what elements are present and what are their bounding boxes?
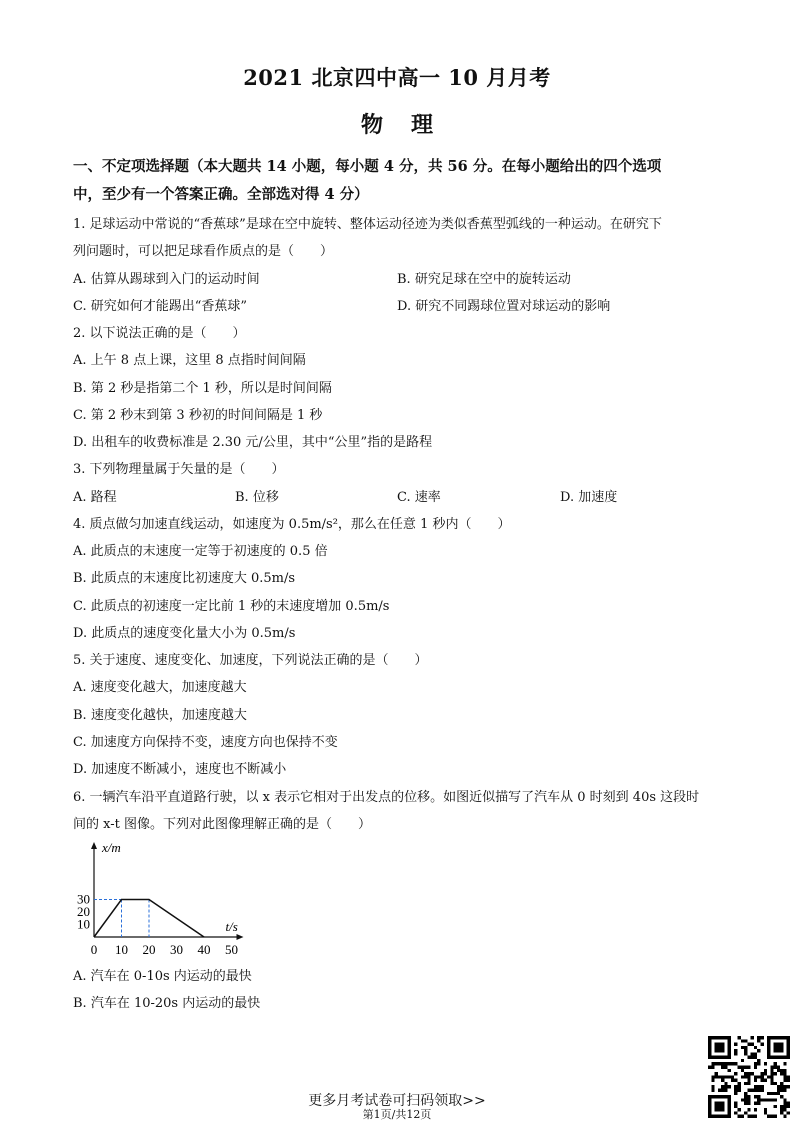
option-b: B. 此质点的末速度比初速度大 0.5m/s xyxy=(73,571,296,586)
x-tick-label: 20 xyxy=(142,942,156,957)
question-stem: 6. 一辆汽车沿平直道路行驶，以 x 表示它相对于出发点的位移。如图近似描写了汽车从 0 时刻到 40s 这段时 xyxy=(73,790,700,805)
x-tick-label: 30 xyxy=(170,942,183,957)
footer-promo: 更多月考试卷可扫码领取>> xyxy=(308,1093,486,1109)
page-title: 2021 北京四中高一 10 月月考 xyxy=(243,65,551,90)
option-b: B. 研究足球在空中的旋转运动 xyxy=(397,272,571,287)
option-d: D. 加速度 xyxy=(560,490,618,505)
option-a: A. 速度变化越大，加速度越大 xyxy=(73,680,247,695)
option-c: C. 研究如何才能踢出“香蕉球” xyxy=(73,299,248,314)
option-a: A. 上午 8 点上课，这里 8 点指时间间隔 xyxy=(73,353,306,368)
x-axis-label: t/s xyxy=(225,919,238,934)
option-a: A. 汽车在 0-10s 内运动的最快 xyxy=(73,969,252,984)
option-d: D. 研究不同踢球位置对球运动的影响 xyxy=(397,299,611,314)
x-tick-label: 50 xyxy=(225,942,238,957)
y-tick-label: 20 xyxy=(77,904,90,919)
option-c: C. 此质点的初速度一定比前 1 秒的末速度增加 0.5m/s xyxy=(73,599,390,614)
section-heading-line: 一、不定项选择题（本大题共 14 小题，每小题 4 分，共 56 分。在每小题给出的四个选项 xyxy=(73,158,662,175)
question-stem: 2. 以下说法正确的是（ ） xyxy=(73,326,246,341)
option-c: C. 第 2 秒末到第 3 秒初的时间间隔是 1 秒 xyxy=(73,408,323,423)
option-d: D. 此质点的速度变化量大小为 0.5m/s xyxy=(73,626,296,641)
option-d: D. 加速度不断减小，速度也不断减小 xyxy=(73,762,287,777)
option-c: C. 速率 xyxy=(397,490,441,505)
question-stem: 1. 足球运动中常说的“香蕉球”是球在空中旋转、整体运动径迹为类似香蕉型弧线的一种运动。在研究下 xyxy=(73,217,662,232)
option-b: B. 位移 xyxy=(235,490,279,505)
section-heading-line: 中，至少有一个答案正确。全部选对得 4 分） xyxy=(73,186,369,203)
question-stem: 列问题时，可以把足球看作质点的是（ ） xyxy=(73,244,334,259)
x-tick-label: 10 xyxy=(115,942,128,957)
x-t-graph xyxy=(70,838,260,963)
option-d: D. 出租车的收费标准是 2.30 元/公里，其中“公里”指的是路程 xyxy=(73,435,433,450)
page-number: 第1页/共12页 xyxy=(362,1108,432,1121)
y-axis-label: x/m xyxy=(102,840,121,855)
question-stem: 3. 下列物理量属于矢量的是（ ） xyxy=(73,462,285,477)
option-c: C. 加速度方向保持不变，速度方向也保持不变 xyxy=(73,735,338,750)
option-b: B. 速度变化越快，加速度越大 xyxy=(73,708,247,723)
x-tick-label: 0 xyxy=(90,942,98,957)
option-b: B. 第 2 秒是指第二个 1 秒，所以是时间间隔 xyxy=(73,381,332,396)
option-a: A. 路程 xyxy=(73,490,117,505)
option-a: A. 估算从踢球到入门的运动时间 xyxy=(73,272,260,287)
question-stem: 间的 x-t 图像。下列对此图像理解正确的是（ ） xyxy=(73,817,371,832)
y-axis-arrow xyxy=(91,842,97,849)
option-b: B. 汽车在 10-20s 内运动的最快 xyxy=(73,996,261,1011)
y-tick-label: 30 xyxy=(77,891,90,907)
x-tick-label: 40 xyxy=(197,942,211,957)
question-stem: 5. 关于速度、速度变化、加速度，下列说法正确的是（ ） xyxy=(73,653,428,668)
x-axis-arrow xyxy=(237,934,244,940)
subject-title: 物理 xyxy=(360,112,461,138)
y-tick-label: 10 xyxy=(77,916,90,932)
question-stem: 4. 质点做匀加速直线运动，如速度为 0.5m/s²，那么在任意 1 秒内（ ） xyxy=(73,517,511,532)
option-a: A. 此质点的末速度一定等于初速度的 0.5 倍 xyxy=(73,544,328,559)
section-heading xyxy=(73,153,733,209)
